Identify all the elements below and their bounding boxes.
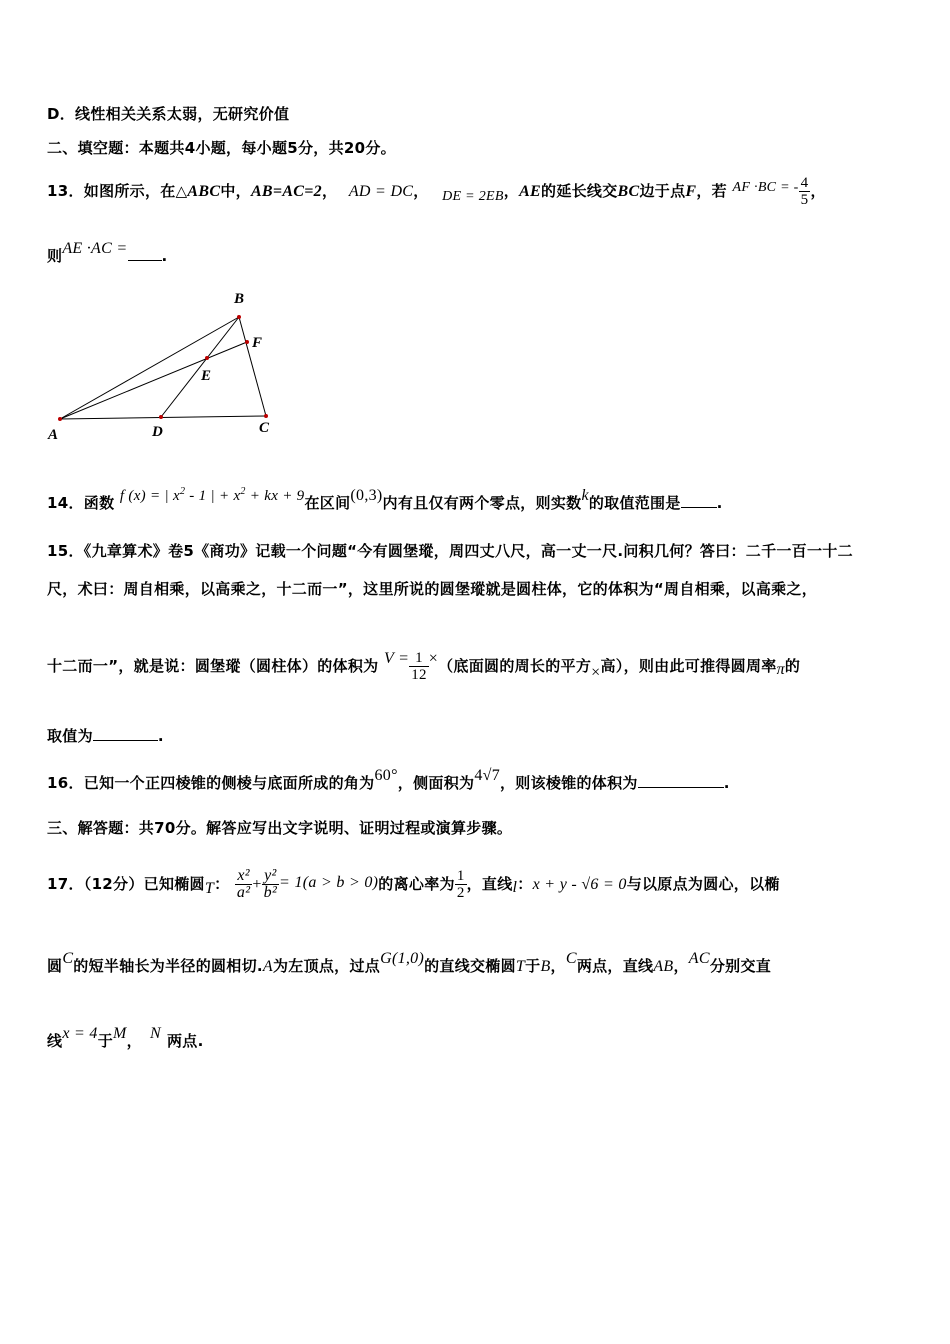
- q15-line3: 十二而一”，就是说：圆堡瑽（圆柱体）的体积为 V = $\frac{1}{12}$ ×（底面圆的周长的平方×高），则由此可推得圆周率π的: [47, 650, 801, 683]
- ae-dot-ac: AE ·AC =: [62, 240, 128, 257]
- point-e: [205, 356, 209, 360]
- point-f: [245, 340, 249, 344]
- area-4-root7: 4√7: [474, 767, 500, 784]
- q16-line: 16．已知一个正四棱锥的侧棱与底面所成的角为60°，侧面积为4√7，则该棱锥的体积为 .: [47, 767, 730, 792]
- q15-line4: 取值为 .: [47, 727, 164, 745]
- fraction-1-2: $\frac{1}{2}$: [456, 868, 465, 901]
- x-eq-4: x = 4: [62, 1025, 98, 1042]
- label-b: B: [234, 291, 245, 307]
- label-c: C: [259, 420, 270, 436]
- q13-line1: 13．如图所示，在△ABC中，AB=AC=2， AD = DC， DE = 2EB，AE的延长线交BC边于点F，若 AF ·BC = - $\frac{4}{5}$ ，: [47, 175, 826, 208]
- segment-db: [161, 317, 239, 417]
- function-f: f (x) = | $x^2 - 1$ | + $x^2$ + kx + 9: [119, 486, 305, 504]
- label-a: A: [48, 427, 59, 443]
- point-c: [264, 414, 268, 418]
- fraction-x2-a2: $\frac{\text{x²}}{\text{a²}}$: [236, 867, 251, 901]
- label-f: F: [252, 335, 263, 351]
- de-eq-2eb: DE = 2EB: [442, 189, 504, 204]
- fraction-1-12: $\frac{1}{12}$: [411, 650, 427, 683]
- segment-ac: [60, 416, 266, 419]
- segment-ab: [60, 317, 239, 419]
- q17-line3: 线x = 4于M， N 两点.: [47, 1025, 204, 1050]
- q17-line2: 圆C的短半轴长为半径的圆相切.A为左顶点，过点G(1,0)的直线交椭圆T于B，C两点，直线AB，AC分别交直: [47, 950, 772, 975]
- section-3-header: 三、解答题：共70分。解答应写出文字说明、证明过程或演算步骤。: [47, 819, 513, 837]
- point-b: [237, 315, 241, 319]
- line-equation: x + y - √6 = 0: [532, 876, 627, 893]
- q14-line: 14．函数 f (x) = | $x^2 - 1$ | + $x^2$ + kx + 9在区间(0,3)内有且仅有两个零点，则实数k的取值范围是 .: [47, 486, 723, 512]
- answer-blank-15: [93, 727, 158, 741]
- angle-60: 60°: [374, 767, 398, 784]
- af-dot-bc: AF ·BC = -: [732, 180, 799, 195]
- volume-v: V =: [384, 650, 410, 667]
- fraction-y2-b2: $\frac{\text{y²}}{\text{b²}}$: [263, 867, 278, 901]
- point-a: [58, 417, 62, 421]
- fraction-4-5: $\frac{4}{5}$: [800, 175, 809, 208]
- answer-blank-16: [638, 774, 724, 788]
- answer-blank-13: [128, 247, 162, 261]
- q15-line2: 尺，术曰：周自相乘，以高乘之，十二而一”，这里所说的圆堡瑽就是圆柱体，它的体积为“周自相乘，以高乘之，: [47, 580, 818, 598]
- point-d: [159, 415, 163, 419]
- section-2-header: 二、填空题：本题共4小题，每小题5分，共20分。: [47, 139, 396, 157]
- q15-line1: 15．《九章算术》卷5《商功》记载一个问题“今有圆堡瑽，周四丈八尺，高一丈一尺.问积几何？答曰：二千一百一十二: [47, 542, 853, 560]
- option-d: D．线性相关关系太弱，无研究价值: [47, 105, 290, 123]
- point-g: G(1,0): [380, 950, 425, 967]
- answer-blank-14: [681, 494, 717, 508]
- triangle-figure: [40, 285, 290, 445]
- segment-bc: [239, 317, 266, 416]
- label-d: D: [152, 424, 163, 440]
- q17-line1: 17．（12分）已知椭圆T： $\frac{\text{x²}}{\text{a²}}$ + $\frac{\text{y²}}{\text{b²}}$ = 1(a > b > 0)的离心率为 $\frac{1}{2}$ ，直线l：x + y - √6 = 0与以原点为圆心，以椭: [47, 867, 780, 901]
- label-e: E: [201, 368, 212, 384]
- interval: (0,3): [350, 487, 383, 504]
- q13-line2: 则AE ·AC = .: [47, 240, 168, 265]
- ad-eq-dc: AD = DC: [348, 183, 414, 200]
- segment-af: [60, 342, 247, 419]
